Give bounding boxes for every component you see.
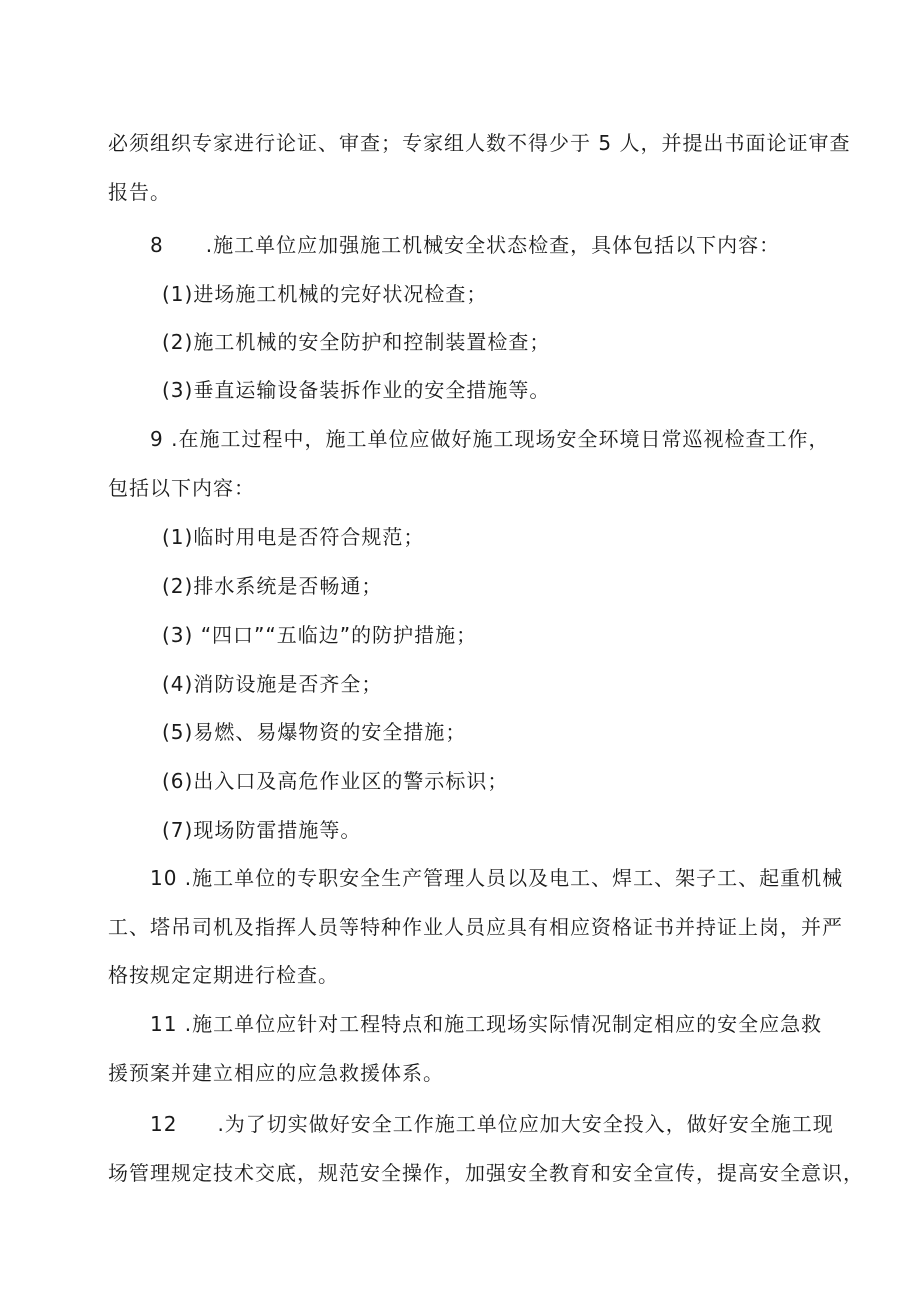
item-12-heading <box>150 1110 834 1138</box>
item-9-sub-6: (6)出入口及高危作业区的警示标识； <box>162 769 509 793</box>
item-11-line-1: 11 .施工单位应针对工程特点和施工现场实际情况制定相应的安全应急救 <box>150 1012 823 1036</box>
item-12-number: 12 <box>150 1112 178 1136</box>
item-8-sub-2: (2)施工机械的安全防护和控制装置检查； <box>162 330 551 354</box>
item-10-line-2: 工、塔吊司机及指挥人员等特种作业人员应具有相应资格证书并持证上岗，并严 <box>108 915 843 939</box>
item-8-number: 8 <box>150 233 164 257</box>
item-8-text: .施工单位应加强施工机械安全状态检查，具体包括以下内容： <box>205 233 781 257</box>
item-12-text: .为了切实做好安全工作施工单位应加大安全投入，做好安全施工现 <box>217 1112 834 1136</box>
item-8-heading <box>150 231 780 259</box>
item-8-sub-1: (1)进场施工机械的完好状况检查； <box>162 282 488 306</box>
item-8-sub-3: (3)垂直运输设备装拆作业的安全措施等。 <box>162 378 551 402</box>
item-9-sub-3: (3) “四口”“五临边”的防护措施； <box>162 623 478 647</box>
item-9-line-1: 9 .在施工过程中，施工单位应做好施工现场安全环境日常巡视检查工作， <box>150 427 830 451</box>
item-9-sub-5: (5)易燃、易爆物资的安全措施； <box>162 720 467 744</box>
item-9-sub-1: (1)临时用电是否符合规范； <box>162 525 425 549</box>
intro-para-line-1: 必须组织专家进行论证、审查；专家组人数不得少于 5 人，并提出书面论证审查 <box>108 131 851 155</box>
item-9-sub-2: (2)排水系统是否畅通； <box>162 574 383 598</box>
item-9-line-2: 包括以下内容： <box>108 476 255 500</box>
intro-para-line-2: 报告。 <box>108 180 171 204</box>
item-10-line-3: 格按规定定期进行检查。 <box>108 963 339 987</box>
item-9-sub-4: (4)消防设施是否齐全； <box>162 672 383 696</box>
item-10-line-1: 10 .施工单位的专职安全生产管理人员以及电工、焊工、架子工、起重机械 <box>150 866 844 890</box>
item-12-line-2: 场管理规定技术交底，规范安全操作，加强安全教育和安全宣传，提高安全意识， <box>108 1161 864 1185</box>
item-11-line-2: 援预案并建立相应的应急救援体系。 <box>108 1061 444 1085</box>
item-9-sub-7: (7)现场防雷措施等。 <box>162 818 362 842</box>
